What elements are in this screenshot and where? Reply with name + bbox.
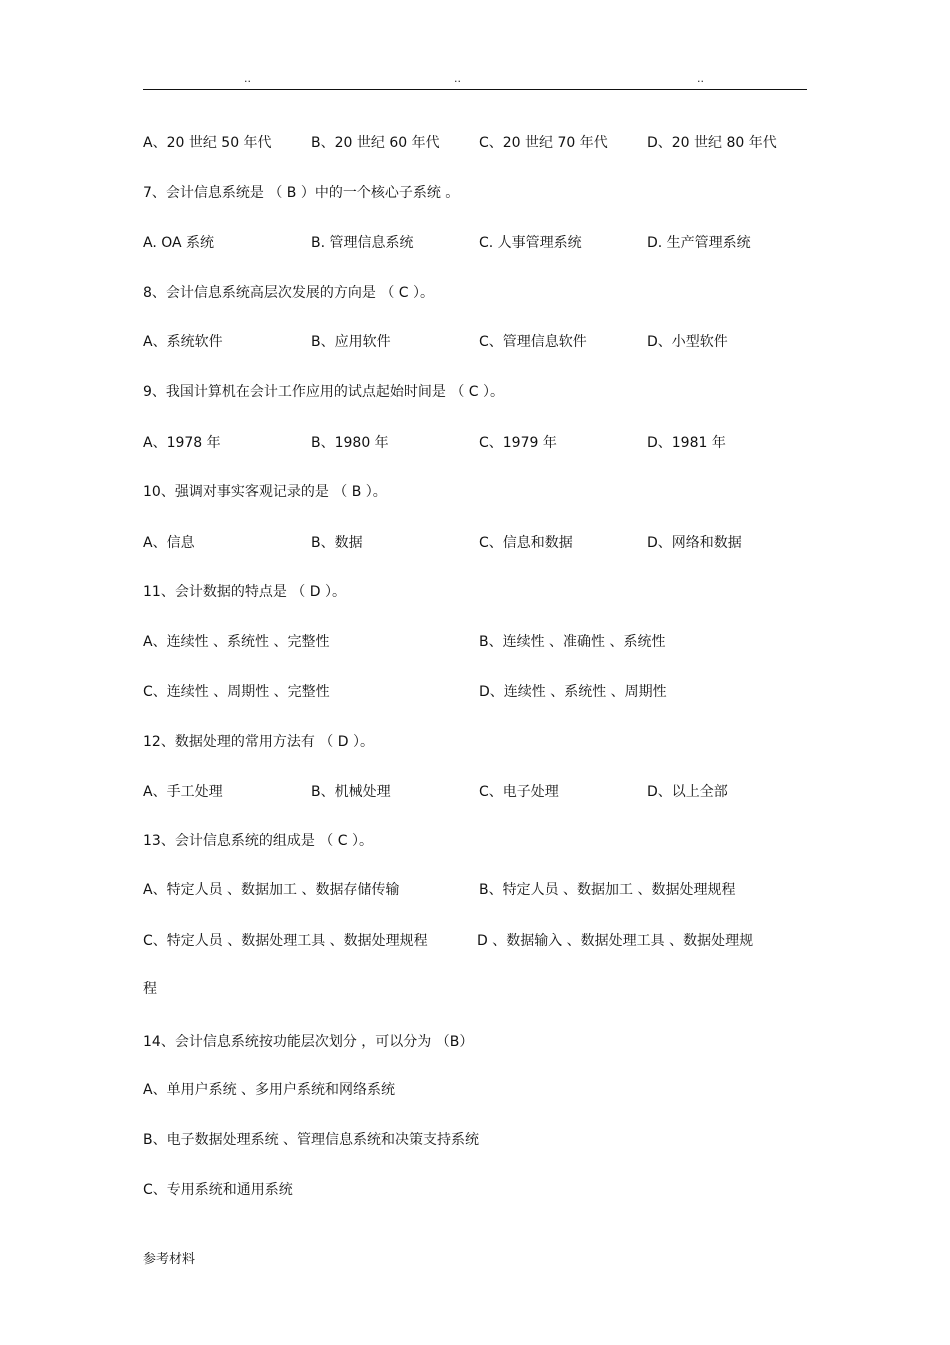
q6-option-d: D、20 世纪 80 年代 xyxy=(647,135,777,151)
q10-option-a: A、信息 xyxy=(143,535,195,551)
q13-option-b: B、特定人员 、数据加工 、数据处理规程 xyxy=(479,882,736,898)
q14-question: 14、会计信息系统按功能层次划分 ，可以分为 （B） xyxy=(143,1034,474,1050)
q9-option-c: C、1979 年 xyxy=(479,435,557,451)
q11-option-a: A、连续性 、系统性 、完整性 xyxy=(143,634,330,650)
q10-option-b: B、数据 xyxy=(311,535,363,551)
header-rule xyxy=(143,89,807,90)
header-mark: .. xyxy=(244,72,251,85)
q7-option-d: D. 生产管理系统 xyxy=(647,235,751,251)
q12-option-c: C、电子处理 xyxy=(479,784,559,800)
q8-question: 8、会计信息系统高层次发展的方向是 （ C ）。 xyxy=(143,285,435,301)
q14-option-b: B、电子数据处理系统 、管理信息系统和决策支持系统 xyxy=(143,1132,480,1148)
q14-option-c: C、专用系统和通用系统 xyxy=(143,1182,293,1198)
q7-option-b: B. 管理信息系统 xyxy=(311,235,414,251)
q8-option-b: B、应用软件 xyxy=(311,334,391,350)
q9-option-a: A、1978 年 xyxy=(143,435,221,451)
q10-option-c: C、信息和数据 xyxy=(479,535,573,551)
q13-option-c: C、特定人员 、数据处理工具 、数据处理规程 xyxy=(143,933,428,949)
header-mark: .. xyxy=(454,72,461,85)
q11-option-d: D、连续性 、系统性 、周期性 xyxy=(479,684,667,700)
q7-question: 7、会计信息系统是 （ B ）中的一个核心子系统 。 xyxy=(143,185,460,201)
q13-option-d: D 、数据输入 、数据处理工具 、数据处理规 xyxy=(477,933,754,949)
q13-question: 13、会计信息系统的组成是 （ C ）。 xyxy=(143,833,373,849)
q9-option-b: B、1980 年 xyxy=(311,435,389,451)
q12-option-a: A、手工处理 xyxy=(143,784,223,800)
footer-text: 参考材料 xyxy=(143,1252,196,1267)
q11-question: 11、会计数据的特点是 （ D ）。 xyxy=(143,584,346,600)
q10-option-d: D、网络和数据 xyxy=(647,535,742,551)
q6-option-a: A、20 世纪 50 年代 xyxy=(143,135,272,151)
q8-option-a: A、系统软件 xyxy=(143,334,223,350)
q7-option-c: C. 人事管理系统 xyxy=(479,235,582,251)
q8-option-c: C、管理信息软件 xyxy=(479,334,587,350)
q13-option-a: A、特定人员 、数据加工 、数据存储传输 xyxy=(143,882,400,898)
q9-option-d: D、1981 年 xyxy=(647,435,726,451)
header-mark: .. xyxy=(697,72,704,85)
q11-option-c: C、连续性 、周期性 、完整性 xyxy=(143,684,330,700)
q12-option-b: B、机械处理 xyxy=(311,784,391,800)
q9-question: 9、我国计算机在会计工作应用的试点起始时间是 （ C ）。 xyxy=(143,384,505,400)
q14-option-a: A、单用户系统 、多用户系统和网络系统 xyxy=(143,1082,396,1098)
q8-option-d: D、小型软件 xyxy=(647,334,728,350)
q12-question: 12、数据处理的常用方法有 （ D ）。 xyxy=(143,734,374,750)
q6-option-b: B、20 世纪 60 年代 xyxy=(311,135,440,151)
q11-option-b: B、连续性 、准确性 、系统性 xyxy=(479,634,666,650)
q13-option-d-wrap: 程 xyxy=(143,981,157,997)
q7-option-a: A. OA 系统 xyxy=(143,235,215,251)
q6-option-c: C、20 世纪 70 年代 xyxy=(479,135,608,151)
q10-question: 10、强调对事实客观记录的是 （ B ）。 xyxy=(143,484,387,500)
q12-option-d: D、以上全部 xyxy=(647,784,728,800)
